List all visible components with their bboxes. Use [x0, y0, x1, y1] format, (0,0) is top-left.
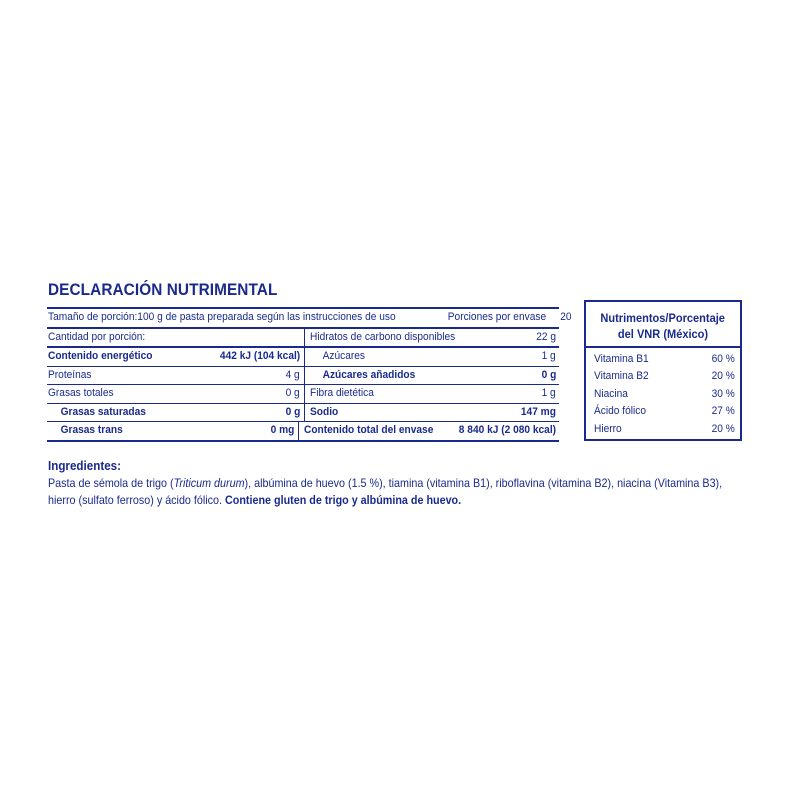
- ingredients-title: Ingredientes:: [48, 459, 122, 473]
- vnr-header: [586, 302, 740, 348]
- package-total-label: Contenido total del envase: [304, 424, 434, 437]
- nutrition-table: [47, 307, 572, 442]
- serving-row: [47, 307, 572, 329]
- ingredients-text-start: Pasta de sémola de trigo (: [48, 476, 174, 490]
- portions-label: Porciones por envase: [447, 311, 547, 324]
- vnr-value: 27 %: [711, 405, 735, 418]
- added-sugars-value: 0 g: [541, 368, 556, 381]
- vnr-row: [594, 350, 735, 368]
- carbs-label: Hidratos de carbono disponibles: [310, 330, 456, 343]
- per-serving-label: Cantidad por porción:: [48, 330, 146, 343]
- added-sugars-label: Azúcares añadidos: [322, 368, 416, 381]
- table-row: [47, 404, 559, 423]
- protein-value: 4 g: [285, 368, 300, 381]
- total-fat-value: 0 g: [285, 387, 300, 400]
- package-total-value: 8 840 kJ (2 080 kcal): [458, 424, 556, 437]
- portions-per-package: [448, 309, 572, 326]
- sodium-value: 147 mg: [520, 405, 556, 418]
- table-row: [47, 385, 559, 404]
- vnr-row: [594, 385, 735, 403]
- saturated-fat-label: Grasas saturadas: [60, 405, 146, 418]
- vnr-label: Vitamina B1: [594, 352, 649, 365]
- vnr-label: Ácido fólico: [594, 405, 647, 418]
- saturated-fat-value: 0 g: [285, 405, 300, 418]
- ingredients-text: [48, 475, 750, 508]
- nutrition-declaration-title: DECLARACIÓN NUTRIMENTAL: [48, 281, 278, 299]
- protein-label: Proteínas: [48, 368, 92, 381]
- sugars-value: 1 g: [541, 350, 556, 363]
- vnr-label: Hierro: [594, 422, 622, 435]
- ingredients-species: Triticum durum: [173, 476, 245, 490]
- fiber-value: 1 g: [541, 387, 556, 400]
- sodium-label: Sodio: [310, 405, 339, 418]
- vnr-value: 60 %: [711, 352, 735, 365]
- table-row: [47, 367, 559, 386]
- vnr-row: [594, 420, 735, 438]
- vnr-label: Niacina: [594, 387, 628, 400]
- vnr-value: 20 %: [711, 422, 735, 435]
- energy-label: Contenido energético: [48, 350, 153, 363]
- vnr-value: 20 %: [711, 370, 735, 383]
- table-row: [47, 348, 559, 367]
- vnr-header-line1: Nutrimentos/Porcentaje: [600, 311, 726, 325]
- table-row: [47, 422, 559, 442]
- trans-fat-value: 0 mg: [270, 424, 295, 437]
- vnr-row: [594, 403, 735, 421]
- carbs-value: 22 g: [536, 330, 556, 343]
- fiber-label: Fibra dietética: [310, 387, 374, 400]
- energy-value: 442 kJ (104 kcal): [219, 350, 300, 363]
- vnr-table: [584, 300, 742, 441]
- vnr-value: 30 %: [711, 387, 735, 400]
- vnr-header-line2: del VNR (México): [617, 327, 709, 341]
- total-fat-label: Grasas totales: [48, 387, 114, 400]
- sugars-label: Azúcares: [322, 350, 365, 363]
- portions-value: 20: [560, 311, 572, 324]
- trans-fat-label: Grasas trans: [60, 424, 123, 437]
- vnr-row: [594, 368, 735, 386]
- vnr-label: Vitamina B2: [594, 370, 649, 383]
- ingredients-text-middle: ), albúmina de huevo (1.5 %), tiamina (vitamina B1), riboflavina (vitamina B2), niacina (Vitamina B3), hierro (sulfato ferroso) y ácido fólico.: [48, 476, 723, 507]
- allergen-statement: Contiene gluten de trigo y albúmina de huevo.: [224, 492, 462, 507]
- serving-size-label: Tamaño de porción:100 g de pasta preparada según las instrucciones de uso: [48, 311, 396, 324]
- table-row: [47, 329, 559, 349]
